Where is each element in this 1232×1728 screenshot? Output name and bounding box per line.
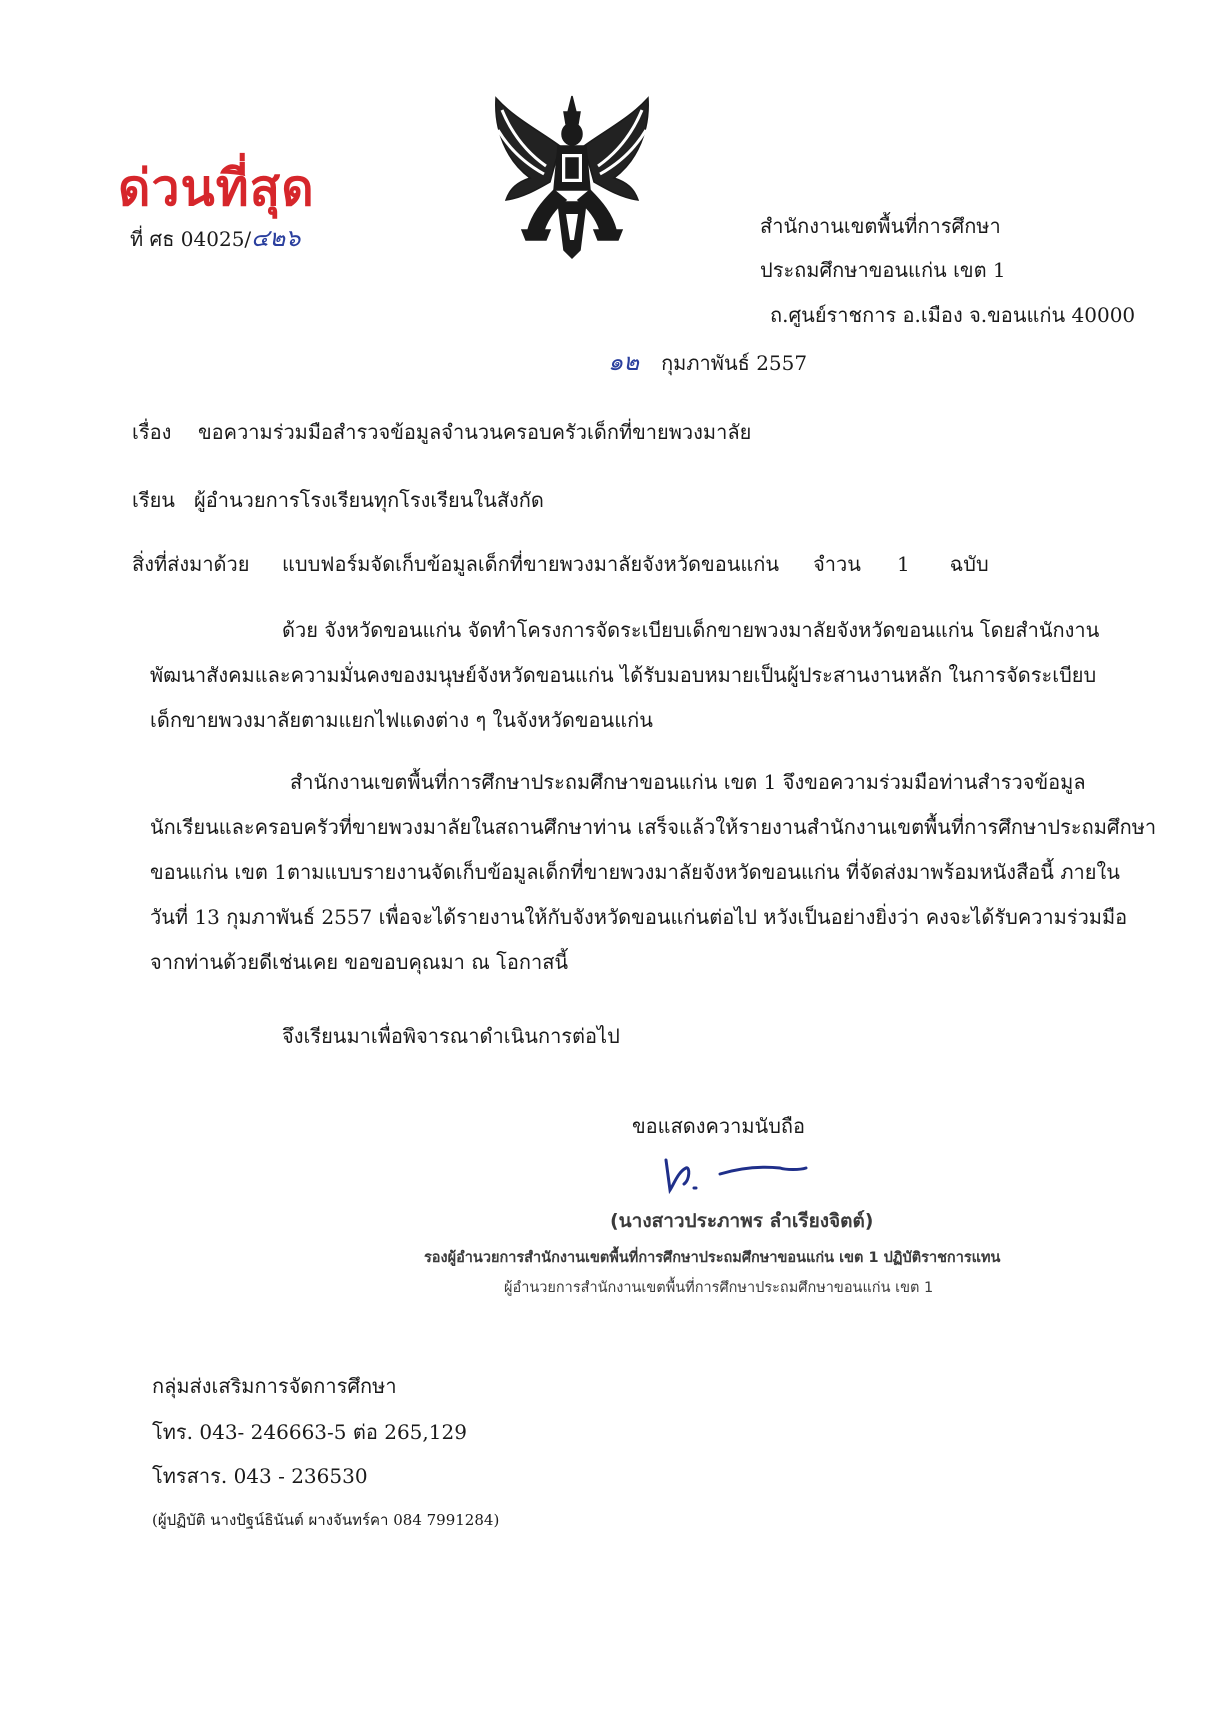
- body-paragraph-2: [150, 760, 1190, 985]
- sender-line-2: ประถมศึกษาขอนแก่น เขต 1: [760, 258, 1006, 282]
- document-date: [608, 348, 807, 377]
- para1-line: ด้วย จังหวัดขอนแก่น จัดทำโครงการจัดระเบียบเด็กขายพวงมาลัยจังหวัดขอนแก่น โดยสำนักงาน: [282, 618, 1100, 642]
- signer-name: (นางสาวประภาพร ลำเรียงจิตต์): [610, 1210, 874, 1232]
- recipient-label: เรียน: [132, 488, 175, 512]
- signer-title-line-1: รองผู้อำนวยการสำนักงานเขตพื้นที่การศึกษาประถมศึกษาขอนแก่น เขต 1 ปฏิบัติราชการแทน: [424, 1250, 1001, 1266]
- para2-line: ขอนแก่น เขต 1ตามแบบรายงานจัดเก็บข้อมูลเด็กที่ขายพวงมาลัยจังหวัดขอนแก่น ที่จัดส่งมาพร้อมหนังสือนี้ ภายใน: [150, 860, 1120, 884]
- body-paragraph-1: [150, 608, 1190, 743]
- footer-telephone: โทร. 043- 246663-5 ต่อ 265,129: [152, 1420, 467, 1444]
- date-day-handwritten: ๑๒: [608, 348, 640, 376]
- garuda-emblem: [488, 90, 656, 260]
- para2-line: จากท่านด้วยดีเช่นเคย ขอขอบคุณมา ณ โอกาสนี้: [150, 950, 569, 974]
- para2-line: สำนักงานเขตพื้นที่การศึกษาประถมศึกษาขอนแก่น เขต 1 จึงขอความร่วมมือท่านสำรวจข้อมูล: [290, 770, 1086, 794]
- enclosure-qty: 1: [896, 552, 910, 576]
- date-month-year: กุมภาพันธ์ 2557: [661, 351, 808, 375]
- enclosure-line: [132, 550, 989, 578]
- para2-line: นักเรียนและครอบครัวที่ขายพวงมาลัยในสถานศึกษาท่าน เสร็จแล้วให้รายงานสำนักงานเขตพื้นที่การศึกษาประถมศึกษา: [150, 815, 1157, 839]
- enclosure-unit: ฉบับ: [949, 552, 989, 576]
- footer-operator: (ผู้ปฏิบัติ นางปัฐน์ธินันต์ ผางจันทร์คา 084 7991284): [152, 1511, 500, 1529]
- footer-department: กลุ่มส่งเสริมการจัดการศึกษา: [152, 1374, 397, 1398]
- sender-line-1: สำนักงานเขตพื้นที่การศึกษา: [760, 214, 1001, 238]
- urgent-stamp: ด่วนที่สุด: [118, 158, 315, 217]
- ref-number-printed: ที่ ศธ 04025/: [130, 227, 252, 251]
- recipient-line: [132, 486, 544, 514]
- para2-line: วันที่ 13 กุมภาพันธ์ 2557 เพื่อจะได้รายงานให้กับจังหวัดขอนแก่นต่อไป หวังเป็นอย่างยิ่งว่า คงจะได้รับความร่วมมือ: [150, 905, 1128, 929]
- regards-line: ขอแสดงความนับถือ: [632, 1114, 806, 1138]
- para1-line: เด็กขายพวงมาลัยตามแยกไฟแดงต่าง ๆ ในจังหวัดขอนแก่น: [150, 708, 653, 732]
- subject-text: ขอความร่วมมือสำรวจข้อมูลจำนวนครอบครัวเด็กที่ขายพวงมาลัย: [198, 420, 752, 444]
- subject-line: [132, 418, 751, 446]
- handwritten-signature: [660, 1150, 820, 1200]
- enclosure-qty-label: จำวน: [813, 552, 861, 576]
- reference-number: [130, 224, 300, 253]
- enclosure-label: สิ่งที่ส่งมาด้วย: [132, 552, 250, 576]
- para1-line: พัฒนาสังคมและความมั่นคงของมนุษย์จังหวัดขอนแก่น ได้รับมอบหมายเป็นผู้ประสานงานหลัก ในการจัดระเบียบ: [150, 663, 1097, 687]
- closing-line: จึงเรียนมาเพื่อพิจารณาดำเนินการต่อไป: [282, 1024, 620, 1048]
- recipient-text: ผู้อำนวยการโรงเรียนทุกโรงเรียนในสังกัด: [194, 488, 544, 512]
- signer-title-line-2: ผู้อำนวยการสำนักงานเขตพื้นที่การศึกษาประถมศึกษาขอนแก่น เขต 1: [504, 1280, 934, 1296]
- subject-label: เรื่อง: [132, 420, 172, 444]
- sender-line-3: ถ.ศูนย์ราชการ อ.เมือง จ.ขอนแก่น 40000: [770, 303, 1136, 327]
- footer-fax: โทรสาร. 043 - 236530: [152, 1464, 368, 1488]
- enclosure-text: แบบฟอร์มจัดเก็บข้อมูลเด็กที่ขายพวงมาลัยจังหวัดขอนแก่น: [282, 552, 780, 576]
- ref-number-handwritten: ๔๒๖: [251, 224, 301, 252]
